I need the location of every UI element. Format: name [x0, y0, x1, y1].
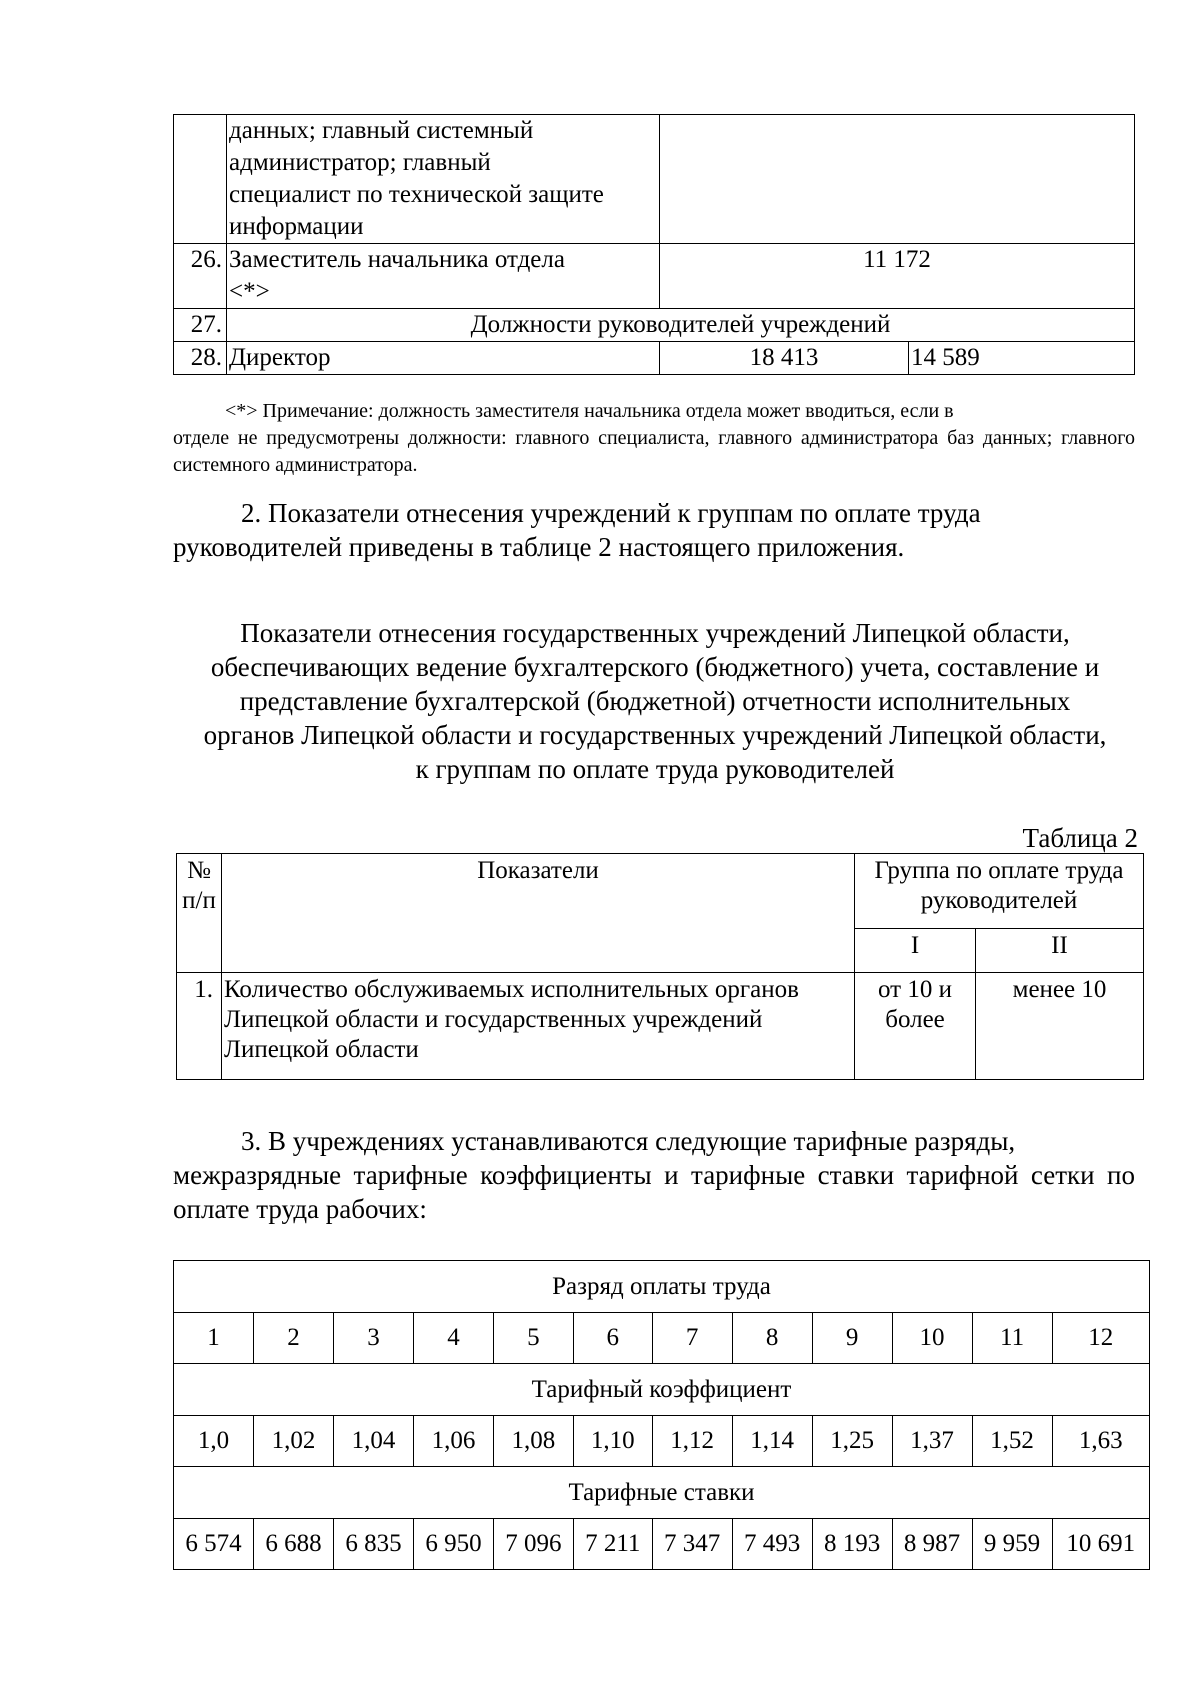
position-name: Директор — [227, 342, 660, 375]
coefficient-cell: 1,04 — [333, 1416, 413, 1467]
coefficient-cell: 1,08 — [493, 1416, 573, 1467]
rate-cell: 7 347 — [652, 1519, 732, 1570]
salary-value-group1: 18 413 — [660, 342, 909, 375]
coefficient-cell: 1,02 — [253, 1416, 333, 1467]
title-line: представление бухгалтерской (бюджетной) отчетности исполнительных — [239, 686, 1071, 716]
table-header-row — [177, 854, 1144, 929]
grade-cell: 1 — [174, 1313, 254, 1364]
salary-value-group2: 14 589 — [909, 342, 1135, 375]
table-row — [174, 342, 1135, 375]
table2-caption: Таблица 2 — [1022, 823, 1138, 853]
position-line: информации — [229, 213, 364, 240]
rate-cell: 6 688 — [253, 1519, 333, 1570]
title-line: обеспечивающих ведение бухгалтерского (бюджетного) учета, составление и — [210, 652, 1100, 682]
paragraph-line: 2. Показатели отнесения учреждений к группам по оплате труда — [241, 498, 981, 528]
header-indicators: Показатели — [222, 854, 855, 973]
coefficient-label: Тарифный коэффициент — [174, 1364, 1150, 1416]
coefficients-row — [174, 1416, 1150, 1467]
header-group — [855, 854, 1144, 929]
coefficient-cell: 1,10 — [573, 1416, 652, 1467]
row-number: 26. — [174, 244, 227, 309]
table-row — [174, 1467, 1150, 1519]
rate-cell: 6 835 — [333, 1519, 413, 1570]
table2-title — [160, 616, 1150, 786]
paragraph-line: руководителей приведены в таблице 2 настоящего приложения. — [173, 532, 905, 562]
paragraph-3 — [173, 1124, 1135, 1226]
table-cell-position — [227, 244, 660, 309]
group-II-value: менее 10 — [976, 973, 1144, 1080]
header-number — [177, 854, 222, 973]
rate-cell: 8 987 — [892, 1519, 972, 1570]
grades-row — [174, 1313, 1150, 1364]
table-row — [174, 244, 1135, 309]
table-row — [177, 973, 1144, 1080]
paragraph-line: 3. В учреждениях устанавливаются следующие тарифные разряды, — [241, 1126, 1016, 1156]
grade-cell: 3 — [333, 1313, 413, 1364]
grade-cell: 4 — [413, 1313, 493, 1364]
position-line: <*> — [229, 278, 270, 305]
table-row — [174, 309, 1135, 342]
header-line: руководителей — [920, 887, 1078, 914]
position-line: специалист по технической защите — [229, 181, 604, 208]
table-row — [174, 115, 1135, 244]
indicator-cell — [222, 973, 855, 1080]
footnote — [173, 398, 1135, 479]
rate-cell: 7 493 — [732, 1519, 812, 1570]
salary-value: 11 172 — [660, 244, 1135, 309]
rate-cell: 7 096 — [493, 1519, 573, 1570]
rates-label: Тарифные ставки — [174, 1467, 1150, 1519]
header-line: п/п — [182, 887, 216, 914]
table-cell-num — [174, 115, 227, 244]
rate-cell: 10 691 — [1052, 1519, 1149, 1570]
header-group-I: I — [855, 928, 976, 972]
position-line: администратор; главный — [229, 149, 491, 176]
tariff-grid-table — [173, 1260, 1150, 1570]
grade-cell: 7 — [652, 1313, 732, 1364]
title-line: органов Липецкой области и государственных учреждений Липецкой области, — [203, 720, 1107, 750]
group-I-value — [855, 973, 976, 1080]
position-line: данных; главный системный — [229, 117, 534, 144]
grade-cell: 8 — [732, 1313, 812, 1364]
salary-table-continued — [173, 114, 1135, 375]
value-line: от 10 и — [878, 976, 952, 1003]
position-line: Заместитель начальника отдела — [229, 246, 565, 273]
row-number: 27. — [174, 309, 227, 342]
title-line: к группам по оплате труда руководителей — [415, 754, 895, 784]
paragraph-line: оплате труда рабочих: — [173, 1194, 427, 1224]
value-line: более — [885, 1006, 945, 1033]
rate-cell: 7 211 — [573, 1519, 652, 1570]
grade-cell: 10 — [892, 1313, 972, 1364]
paragraph-2 — [173, 496, 1135, 564]
coefficient-cell: 1,25 — [812, 1416, 892, 1467]
table-row — [174, 1261, 1150, 1313]
coefficient-cell: 1,0 — [174, 1416, 254, 1467]
grade-cell: 5 — [493, 1313, 573, 1364]
grade-cell: 9 — [812, 1313, 892, 1364]
rate-cell: 6 950 — [413, 1519, 493, 1570]
rate-cell: 8 193 — [812, 1519, 892, 1570]
indicator-line: Липецкой области — [224, 1036, 419, 1063]
grade-cell: 2 — [253, 1313, 333, 1364]
table-cell-position — [227, 115, 660, 244]
section-heading: Должности руководителей учреждений — [227, 309, 1135, 342]
row-number: 1. — [177, 973, 222, 1080]
coefficient-cell: 1,06 — [413, 1416, 493, 1467]
rate-cell: 6 574 — [174, 1519, 254, 1570]
coefficient-cell: 1,63 — [1052, 1416, 1149, 1467]
table-cell-salary — [660, 115, 1135, 244]
grade-cell: 12 — [1052, 1313, 1149, 1364]
grade-label: Разряд оплаты труда — [174, 1261, 1150, 1313]
groups-table — [176, 853, 1144, 1080]
coefficient-cell: 1,52 — [972, 1416, 1052, 1467]
coefficient-cell: 1,37 — [892, 1416, 972, 1467]
row-number: 28. — [174, 342, 227, 375]
header-line: № — [187, 857, 211, 884]
grade-cell: 11 — [972, 1313, 1052, 1364]
title-line: Показатели отнесения государственных учреждений Липецкой области, — [240, 618, 1070, 648]
paragraph-line: межразрядные тарифные коэффициенты и тарифные ставки тарифной сетки по — [173, 1160, 1135, 1190]
coefficient-cell: 1,14 — [732, 1416, 812, 1467]
indicator-line: Липецкой области и государственных учреждений — [224, 1006, 763, 1033]
footnote-rest: отделе не предусмотрены должности: главного специалиста, главного администратора баз данных; главного системного администратора. — [173, 427, 1135, 476]
grade-cell: 6 — [573, 1313, 652, 1364]
rate-cell: 9 959 — [972, 1519, 1052, 1570]
coefficient-cell: 1,12 — [652, 1416, 732, 1467]
footnote-line: <*> Примечание: должность заместителя начальника отдела может вводиться, если в — [225, 400, 954, 422]
header-line: Группа по оплате труда — [874, 857, 1124, 884]
header-group-II: II — [976, 928, 1144, 972]
table-row — [174, 1364, 1150, 1416]
rates-row — [174, 1519, 1150, 1570]
indicator-line: Количество обслуживаемых исполнительных органов — [224, 976, 799, 1003]
